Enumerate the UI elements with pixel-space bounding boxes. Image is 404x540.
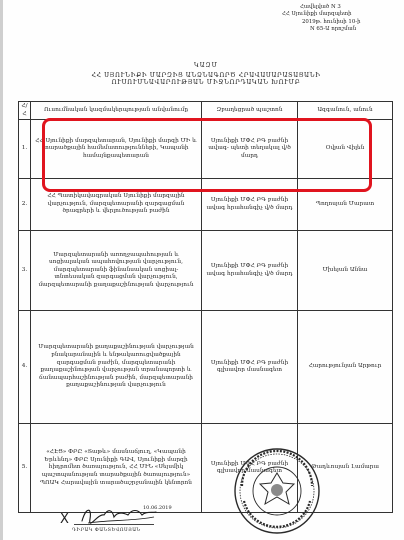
row-position: Սյունիքի ՄՓՀ ԲԳ բաժնի ավագ հրահանգիչ վ/ծ մարդ [202, 179, 298, 231]
approval-header [258, 4, 398, 33]
official-seal [228, 446, 326, 536]
row-name: Հարությունյան Արթուր [298, 311, 393, 424]
title-line-3: ՈՒՍՈՒՄՆԱՎԱՐՈՒԹՅԱՆ ՄԻՋՆՈՐԴԱԿԱՆ ԽՈՒՄԲ [111, 79, 301, 86]
table-row [19, 424, 393, 513]
signature-line [74, 524, 154, 525]
signature-date: 10.06.2019 [143, 505, 172, 511]
row-name: Պողոսյան Մարատ [298, 179, 393, 231]
row-organization: Մարզպետարանի առողջապահության և սոցիալական ապահովության վարչություն, մարզպետարանի ֆինանսական սոցիալ- տնտեսական զարգացման վարչություն, մարզպետարանի քաղաքաշինության վարչություն [31, 231, 202, 311]
row-name: Թադևոսյան Լամարա [298, 424, 393, 513]
row-number: 4. [19, 311, 31, 424]
row-number: 5. [19, 424, 31, 513]
row-position: Սյունիքի ՄՓՀ ԲԳ բաժնի գլխավոր մասնագետ [202, 424, 298, 513]
signature-x-mark: X [60, 512, 69, 527]
row-position: Սյունիքի ՄՓՀ ԲԳ բաժնի ավագ- պետի տեղակալ վ/ծ մարդ [202, 120, 298, 179]
row-name: Մխեյան Աննա [298, 231, 393, 311]
table-row [19, 311, 393, 424]
row-number: 3. [19, 231, 31, 311]
header-line-decision: N 65-Ա որոշման [310, 25, 357, 32]
title-line-1: ԿԱԶՄ [193, 62, 219, 69]
row-number: 2. [19, 179, 31, 231]
title-line-2: ՀՀ ՍՅՈՒՆԻՔԻ ՄԱՐԶԻՑ ԱՆՁՆԱԳՈՐԾ ՀՐԱՎԱՍԱՐԱՏԱՑԱՆԻ [91, 72, 321, 79]
row-position: Սյունիքի ՄՓՀ ԲԳ բաժնի գլխավոր մասնագետ [202, 311, 298, 424]
document-title [20, 62, 392, 86]
header-organization: Ուսումնական կազմակերպության անվանումը [31, 102, 202, 120]
row-number: 1. [19, 120, 31, 179]
row-position: Սյունիքի ՄՓՀ ԲԳ բաժնի ավագ հրահանգիչ վ/ծ մարդ [202, 231, 298, 311]
highlight-annotation [42, 118, 372, 192]
header-name: Ազգանուն, անուն [298, 102, 393, 120]
table-header-row [19, 102, 393, 120]
header-line-date: 2019թ. հունիսի 10-ի [302, 18, 361, 25]
table-row [19, 231, 393, 311]
header-line-governor: ՀՀ Սյունիքի մարզպետի [282, 11, 352, 18]
row-name: Օվյան Վիլեն [298, 120, 393, 179]
signer-name: ԴԻՐԱԿ ՓԱՆՏԵՎՈՍՅԱՆ [72, 528, 141, 533]
header-position: Զբաղեցրած պաշտոն [202, 102, 298, 120]
header-line-annex: Հավելված N 3 [300, 4, 341, 10]
row-organization: ՀՀ Պատիկավագրական Սյունիքի մարզային վարչություն, մարզպետարանի զարգացման ծրագրերի և վերլուծության բաժին [31, 179, 202, 231]
row-organization: Մարզպետարանի քաղաքաշինության վարչության բնակարանային և ենթակառուցվածքային զարգացման բաժին, մարզպետարանի քաղաքաշինության վարչության տրանսպորտի և ճանապարհաշինության բաժին, մարզպետարանի քաղաքաշինության վարչություն [31, 311, 202, 424]
row-organization: «ՀԷՑ» ՓԲԸ «Տաթև» մասնաճյուղ, «Կապանի Երևենդ» ՓԲԸ Սյունիքի ԳԱՎ, Սյունիքի մարզի հիդրոմետ ծառայություն, ՀՀ ՄՒՆ «Սեյսմիկ պաշտպանության տարածքային ծառայություն» ՊՈԱԿ Հարավային տարածաշրջանային կենտրոն [31, 424, 202, 513]
header-number: Հ/Հ [19, 102, 31, 120]
row-organization: ՀՀ Սյունիքի մարզպետարան, Սյունիքի մարզի ՄԻ և տարածքային համեմատությունների, Կապանի համայնքապետարան [31, 120, 202, 179]
